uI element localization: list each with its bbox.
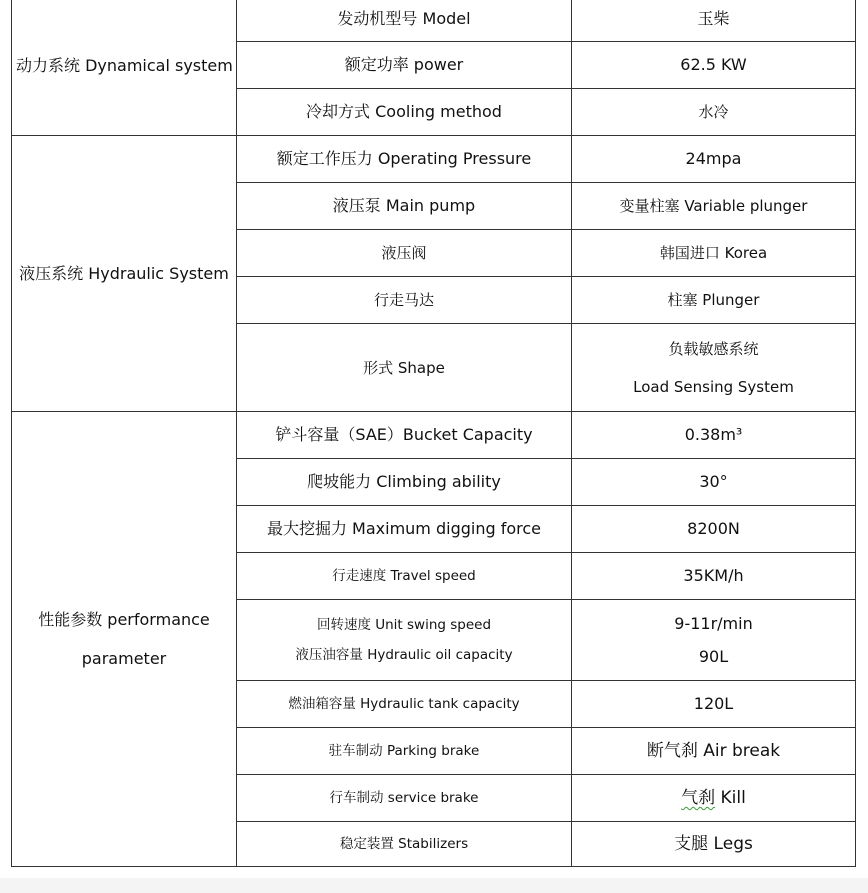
param-cell: 行走马达 (237, 277, 572, 324)
param-cell: 燃油箱容量 Hydraulic tank capacity (237, 681, 572, 728)
param-cell: 最大挖掘力 Maximum digging force (237, 506, 572, 553)
value-cn-spellcheck: 气刹 (681, 787, 716, 808)
param-cell: 发动机型号 Model (237, 0, 572, 42)
value-cell: 柱塞 Plunger (572, 277, 856, 324)
value-cell: 0.38m³ (572, 412, 856, 459)
param-cell: 爬坡能力 Climbing ability (237, 459, 572, 506)
param-cell: 形式 Shape (237, 324, 572, 412)
param-cell: 液压阀 (237, 230, 572, 277)
value-cell: 玉柴 (572, 0, 856, 42)
group-power-system: 动力系统 Dynamical system (12, 0, 237, 136)
value-cell: 35KM/h (572, 553, 856, 600)
table-row (12, 0, 856, 42)
table-row (12, 412, 856, 459)
value-cell: 8200N (572, 506, 856, 553)
param-cell: 驻车制动 Parking brake (237, 728, 572, 775)
group-hydraulic-system: 液压系统 Hydraulic System (12, 136, 237, 412)
spec-table (11, 0, 856, 867)
value-cell: 支腿 Legs (572, 822, 856, 867)
value-cell: 断气刹 Air break (572, 728, 856, 775)
value-cell: 62.5 KW (572, 42, 856, 89)
value-line: Load Sensing System (633, 377, 794, 396)
value-line: 负载敏感系统 (668, 339, 759, 358)
param-cell (237, 600, 572, 681)
value-cell: 韩国进口 Korea (572, 230, 856, 277)
value-cell: 水冷 (572, 89, 856, 136)
value-cell: 变量柱塞 Variable plunger (572, 183, 856, 230)
group-label-line: 性能参数 performance (38, 609, 210, 629)
param-cell: 稳定装置 Stabilizers (237, 822, 572, 867)
value-cell: 30° (572, 459, 856, 506)
param-cell: 铲斗容量（SAE）Bucket Capacity (237, 412, 572, 459)
param-cell: 冷却方式 Cooling method (237, 89, 572, 136)
value-line: 9-11r/min (674, 613, 753, 633)
value-line: 90L (698, 647, 729, 666)
value-cell (572, 775, 856, 822)
value-en: Kill (715, 787, 746, 808)
param-line: 液压油容量 Hydraulic oil capacity (295, 647, 513, 663)
param-cell: 液压泵 Main pump (237, 183, 572, 230)
group-performance-parameter (12, 412, 237, 867)
param-cell: 行走速度 Travel speed (237, 553, 572, 600)
param-cell: 行车制动 service brake (237, 775, 572, 822)
value-cell: 24mpa (572, 136, 856, 183)
table-row (12, 136, 856, 183)
value-cell (572, 324, 856, 412)
group-label-line: parameter (81, 649, 167, 668)
param-cell: 额定功率 power (237, 42, 572, 89)
value-cell (572, 600, 856, 681)
param-line: 回转速度 Unit swing speed (316, 616, 492, 633)
param-cell: 额定工作压力 Operating Pressure (237, 136, 572, 183)
value-cell: 120L (572, 681, 856, 728)
